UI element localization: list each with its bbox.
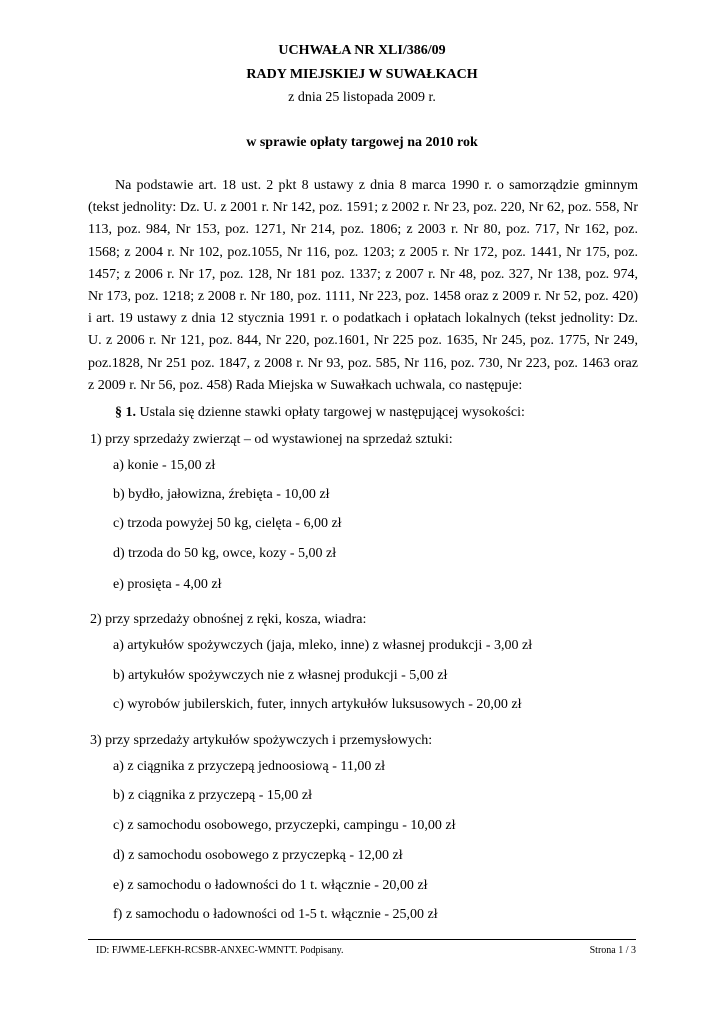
list-item: c) z samochodu osobowego, przyczepki, campingu - 10,00 zł [113, 818, 456, 833]
section-1-heading [115, 404, 525, 422]
council-name: RADY MIEJSKIEJ W SUWAŁKACH [246, 67, 478, 82]
list-item: a) konie - 15,00 zł [113, 458, 216, 473]
list-item: c) wyrobów jubilerskich, futer, innych artykułów luksusowych - 20,00 zł [113, 697, 522, 712]
list-item: c) trzoda powyżej 50 kg, cielęta - 6,00 zł [113, 516, 342, 531]
list-item: d) trzoda do 50 kg, owce, kozy - 5,00 zł [113, 546, 337, 561]
resolution-subject: w sprawie opłaty targowej na 2010 rok [246, 135, 478, 150]
footer-divider [88, 939, 636, 940]
list-item: a) artykułów spożywczych (jaja, mleko, inne) z własnej produkcji - 3,00 zł [113, 638, 533, 653]
list-item: e) prosięta - 4,00 zł [113, 577, 222, 592]
group-2-title: 2) przy sprzedaży obnośnej z ręki, kosza, wiadra: [90, 612, 367, 627]
preamble-paragraph: Na podstawie art. 18 ust. 2 pkt 8 ustawy z dnia 8 marca 1990 r. o samorządzie gminnym (tekst jednolity: Dz. U. z 2001 r. Nr 142, poz. 1591; z 2002 r. Nr 23, poz. 220, Nr 62, poz. 558, Nr 113, poz. 984, Nr 153, poz. 1271, Nr 214, poz. 1806; z 2003 r. Nr 80, poz. 717, Nr 162, poz. 1568; z 2004 r. Nr 102, poz.1055, Nr 116, poz. 1203; z 2005 r. Nr 172, poz. 1441, Nr 175, poz. 1457; z 2006 r. Nr 17, poz. 128, Nr 181 poz. 1337; z 2007 r. Nr 48, poz. 327, Nr 138, poz. 974, Nr 173, poz. 1218; z 2008 r. Nr 180, poz. 1111, Nr 223, poz. 1458 oraz z 2009 r. Nr 52, poz. 420) i art. 19 ustawy z dnia 12 stycznia 1991 r. o podatkach i opłatach lokalnych (tekst jednolity: Dz. U. z 2006 r. Nr 121, poz. 844, Nr 220, poz.1601, Nr 225 poz. 1635, Nr 245, poz. 1775, Nr 249, poz.1828, Nr 251 poz. 1847, z 2008 r. Nr 93, poz. 585, Nr 116, poz. 730, Nr 223, poz. 1463 oraz z 2009 r. Nr 56, poz. 458) Rada Miejska w Suwałkach uchwala, co następuje: [88, 178, 638, 393]
section-1-intro: Ustala się dzienne stawki opłaty targowej w następującej wysokości: [139, 405, 525, 420]
list-item: b) artykułów spożywczych nie z własnej produkcji - 5,00 zł [113, 668, 448, 683]
list-item: a) z ciągnika z przyczepą jednoosiową - 11,00 zł [113, 759, 385, 774]
resolution-number: UCHWAŁA NR XLI/386/09 [278, 43, 446, 58]
list-item: d) z samochodu osobowego z przyczepką - 12,00 zł [113, 848, 403, 863]
page-number: Strona 1 / 3 [589, 945, 636, 956]
group-3-title: 3) przy sprzedaży artykułów spożywczych i przemysłowych: [90, 733, 433, 748]
list-item: e) z samochodu o ładowności do 1 t. włącznie - 20,00 zł [113, 878, 428, 893]
resolution-date: z dnia 25 listopada 2009 r. [288, 90, 436, 105]
list-item: b) bydło, jałowizna, źrebięta - 10,00 zł [113, 487, 330, 502]
list-item: f) z samochodu o ładowności od 1-5 t. włącznie - 25,00 zł [113, 907, 438, 922]
document-id: ID: FJWME-LEFKH-RCSBR-ANXEC-WMNTT. Podpisany. [96, 945, 344, 956]
list-item: b) z ciągnika z przyczepą - 15,00 zł [113, 788, 313, 803]
group-1-title: 1) przy sprzedaży zwierząt – od wystawionej na sprzedaż sztuki: [90, 432, 453, 447]
section-1-mark: § 1. [115, 405, 136, 420]
